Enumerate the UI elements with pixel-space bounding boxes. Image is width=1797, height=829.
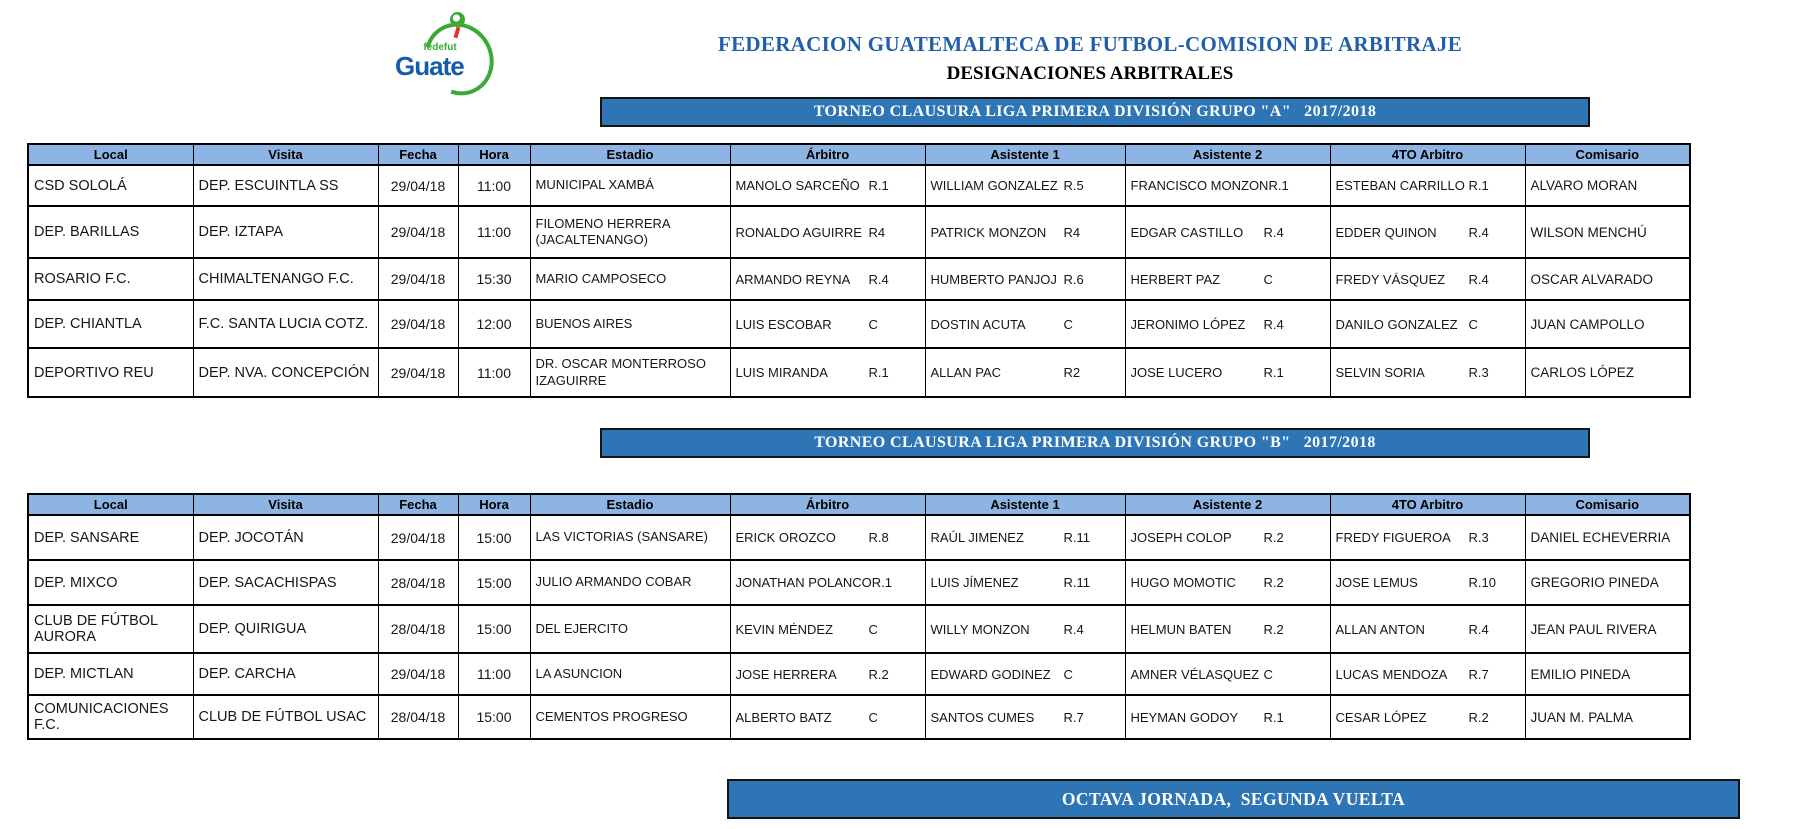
official-category: R.4 [1063, 621, 1084, 637]
column-header-estadio: Estadio [530, 144, 730, 165]
cell-arbitro [730, 515, 925, 560]
cell-asistente1 [925, 348, 1125, 397]
cell-cuarto [1330, 258, 1525, 300]
fedefut-guate-logo [393, 12, 501, 106]
cell-local: DEP. MICTLAN [28, 653, 193, 695]
match-row [28, 560, 1690, 605]
official-name: JOSE LEMUS [1335, 575, 1418, 590]
official-category: R.1 [1263, 709, 1284, 725]
cell-asistente1 [925, 560, 1125, 605]
group-b-table [27, 493, 1691, 740]
cell-estadio: MUNICIPAL XAMBÁ [530, 165, 730, 206]
cell-fecha: 29/04/18 [378, 348, 458, 397]
cell-visita: DEP. QUIRIGUA [193, 605, 378, 653]
official-name: JOSE LUCERO [1130, 365, 1223, 380]
match-row [28, 515, 1690, 560]
official-name: DOSTIN ACUTA [930, 316, 1026, 332]
official-category: R.4 [1468, 224, 1489, 240]
cell-cuarto [1330, 653, 1525, 695]
cell-visita: DEP. JOCOTÁN [193, 515, 378, 560]
group-b-banner: TORNEO CLAUSURA LIGA PRIMERA DIVISIÓN GRUPO "B" 2017/2018 [600, 428, 1590, 458]
official-category: C [1263, 271, 1273, 287]
official-category: R4 [868, 224, 886, 240]
document-title: FEDERACION GUATEMALTECA DE FUTBOL-COMISION DE ARBITRAJE [717, 32, 1463, 56]
official-name: ALLAN ANTON [1335, 621, 1425, 637]
cell-comisario: CARLOS LÓPEZ [1525, 348, 1690, 397]
cell-local: DEP. SANSARE [28, 515, 193, 560]
cell-asistente2 [1125, 653, 1330, 695]
document-subtitle: DESIGNACIONES ARBITRALES [946, 63, 1234, 84]
column-header-local: Local [28, 494, 193, 515]
column-header-cuarto: 4TO Arbitro [1330, 144, 1525, 165]
official-name: WILLIAM GONZALEZ [930, 178, 1058, 193]
match-row [28, 695, 1690, 739]
cell-asistente2 [1125, 605, 1330, 653]
cell-asistente2 [1125, 300, 1330, 348]
cell-hora: 15:00 [458, 515, 530, 560]
official-name: HEYMAN GODOY [1130, 709, 1239, 725]
match-row [28, 653, 1690, 695]
official-name: FREDY FIGUEROA [1335, 530, 1451, 545]
official-category: R.1 [871, 575, 893, 590]
cell-comisario: JEAN PAUL RIVERA [1525, 605, 1690, 653]
official-name: SELVIN SORIA [1335, 365, 1425, 380]
cell-fecha: 29/04/18 [378, 165, 458, 206]
official-category: R.6 [1063, 271, 1084, 287]
official-name: LUIS ESCOBAR [735, 316, 832, 332]
official-category: R.2 [1263, 575, 1284, 590]
cell-estadio: LAS VICTORIAS (SANSARE) [530, 515, 730, 560]
cell-cuarto [1330, 560, 1525, 605]
cell-cuarto [1330, 695, 1525, 739]
cell-local: DEP. MIXCO [28, 560, 193, 605]
official-name: FRANCISCO MONZON [1130, 178, 1269, 193]
official-name: ALBERTO BATZ [735, 709, 832, 725]
official-name: KEVIN MÉNDEZ [735, 621, 834, 637]
cell-estadio: DEL EJERCITO [530, 605, 730, 653]
cell-local: ROSARIO F.C. [28, 258, 193, 300]
cell-comisario: ALVARO MORAN [1525, 165, 1690, 206]
cell-estadio: LA ASUNCION [530, 653, 730, 695]
column-header-local: Local [28, 144, 193, 165]
cell-hora: 15:30 [458, 258, 530, 300]
cell-comisario: OSCAR ALVARADO [1525, 258, 1690, 300]
cell-hora: 11:00 [458, 348, 530, 397]
logo-soccer-ball-icon [450, 12, 465, 27]
cell-asistente2 [1125, 258, 1330, 300]
cell-hora: 11:00 [458, 165, 530, 206]
cell-asistente2 [1125, 348, 1330, 397]
official-name: WILLY MONZON [930, 621, 1030, 637]
official-category: R.1 [1468, 178, 1489, 193]
table-header-row [28, 494, 1690, 515]
official-name: LUIS MIRANDA [735, 365, 828, 380]
official-name: AMNER VÉLASQUEZ [1130, 666, 1260, 682]
official-name: FREDY VÁSQUEZ [1335, 271, 1446, 287]
logo-fedefut-text: fedefut [423, 42, 457, 53]
cell-arbitro [730, 653, 925, 695]
cell-asistente1 [925, 258, 1125, 300]
column-header-hora: Hora [458, 494, 530, 515]
official-name: ESTEBAN CARRILLO [1335, 178, 1465, 193]
cell-local: DEP. CHIANTLA [28, 300, 193, 348]
official-category: R.7 [1063, 709, 1084, 725]
official-name: JONATHAN POLANCO [735, 575, 872, 590]
column-header-asistente2: Asistente 2 [1125, 494, 1330, 515]
official-category: R.7 [1468, 666, 1489, 682]
official-name: PATRICK MONZON [930, 224, 1047, 240]
cell-visita: F.C. SANTA LUCIA COTZ. [193, 300, 378, 348]
official-name: CESAR LÓPEZ [1335, 709, 1427, 725]
cell-asistente2 [1125, 515, 1330, 560]
match-row [28, 605, 1690, 653]
official-category: R.11 [1063, 575, 1090, 590]
official-name: MANOLO SARCEÑO [735, 178, 860, 193]
cell-hora: 15:00 [458, 695, 530, 739]
official-name: RAÚL JIMENEZ [930, 530, 1024, 545]
match-row [28, 206, 1690, 258]
cell-cuarto [1330, 515, 1525, 560]
cell-comisario: JUAN CAMPOLLO [1525, 300, 1690, 348]
column-header-asistente2: Asistente 2 [1125, 144, 1330, 165]
cell-fecha: 29/04/18 [378, 653, 458, 695]
official-name: JERONIMO LÓPEZ [1130, 316, 1246, 332]
cell-comisario: GREGORIO PINEDA [1525, 560, 1690, 605]
cell-local: CSD SOLOLÁ [28, 165, 193, 206]
cell-arbitro [730, 206, 925, 258]
cell-local: DEPORTIVO REU [28, 348, 193, 397]
official-category: R.2 [1263, 621, 1284, 637]
cell-hora: 12:00 [458, 300, 530, 348]
cell-cuarto [1330, 206, 1525, 258]
official-category: R.10 [1468, 575, 1496, 590]
cell-fecha: 28/04/18 [378, 560, 458, 605]
cell-asistente1 [925, 165, 1125, 206]
cell-arbitro [730, 605, 925, 653]
official-category: R4 [1063, 224, 1081, 240]
cell-arbitro [730, 560, 925, 605]
column-header-arbitro: Árbitro [730, 144, 925, 165]
cell-cuarto [1330, 300, 1525, 348]
cell-asistente1 [925, 300, 1125, 348]
official-category: R.3 [1468, 365, 1489, 380]
cell-asistente2 [1125, 695, 1330, 739]
match-row [28, 258, 1690, 300]
cell-estadio: MARIO CAMPOSECO [530, 258, 730, 300]
cell-estadio: JULIO ARMANDO COBAR [530, 560, 730, 605]
cell-visita: DEP. CARCHA [193, 653, 378, 695]
column-header-comisario: Comisario [1525, 144, 1690, 165]
official-category: R.2 [1468, 709, 1489, 725]
cell-comisario: DANIEL ECHEVERRIA [1525, 515, 1690, 560]
official-name: SANTOS CUMES [930, 709, 1035, 725]
cell-fecha: 28/04/18 [378, 695, 458, 739]
column-header-fecha: Fecha [378, 494, 458, 515]
official-category: C [1263, 666, 1273, 682]
official-name: JOSEPH COLOP [1130, 530, 1232, 545]
official-name: EDGAR CASTILLO [1130, 224, 1244, 240]
column-header-visita: Visita [193, 144, 378, 165]
official-category: C [868, 316, 878, 332]
official-name: ALLAN PAC [930, 365, 1002, 380]
cell-fecha: 29/04/18 [378, 206, 458, 258]
cell-estadio: FILOMENO HERRERA (JACALTENANGO) [530, 206, 730, 258]
cell-arbitro [730, 258, 925, 300]
official-name: JOSE HERRERA [735, 666, 837, 682]
cell-visita: CHIMALTENANGO F.C. [193, 258, 378, 300]
official-category: R2 [1063, 365, 1081, 380]
cell-comisario: WILSON MENCHÚ [1525, 206, 1690, 258]
official-category: R.1 [868, 178, 889, 193]
official-category: R.4 [1468, 621, 1489, 637]
cell-visita: CLUB DE FÚTBOL USAC [193, 695, 378, 739]
cell-cuarto [1330, 165, 1525, 206]
official-category: R.3 [1468, 530, 1489, 545]
cell-hora: 15:00 [458, 605, 530, 653]
official-category: C [1063, 316, 1073, 332]
column-header-asistente1: Asistente 1 [925, 494, 1125, 515]
cell-visita: DEP. IZTAPA [193, 206, 378, 258]
cell-hora: 11:00 [458, 206, 530, 258]
cell-arbitro [730, 300, 925, 348]
group-a-table [27, 143, 1691, 398]
match-row [28, 165, 1690, 206]
official-name: DANILO GONZALEZ [1335, 316, 1458, 332]
official-name: LUIS JÍMENEZ [930, 575, 1019, 590]
official-name: ARMANDO REYNA [735, 271, 851, 287]
cell-visita: DEP. NVA. CONCEPCIÓN [193, 348, 378, 397]
official-category: C [868, 621, 878, 637]
cell-cuarto [1330, 348, 1525, 397]
official-name: LUCAS MENDOZA [1335, 666, 1448, 682]
column-header-fecha: Fecha [378, 144, 458, 165]
official-name: HERBERT PAZ [1130, 271, 1221, 287]
column-header-arbitro: Árbitro [730, 494, 925, 515]
official-category: R.5 [1063, 178, 1084, 193]
group-a-banner: TORNEO CLAUSURA LIGA PRIMERA DIVISIÓN GRUPO "A" 2017/2018 [600, 97, 1590, 127]
column-header-visita: Visita [193, 494, 378, 515]
cell-asistente2 [1125, 165, 1330, 206]
cell-asistente1 [925, 695, 1125, 739]
official-category: R.1 [1268, 178, 1289, 193]
logo-guate-text: Guate [395, 51, 464, 81]
cell-local: DEP. BARILLAS [28, 206, 193, 258]
official-name: ERICK OROZCO [735, 530, 836, 545]
cell-local: COMUNICACIONES F.C. [28, 695, 193, 739]
official-category: R.4 [1468, 271, 1489, 287]
cell-cuarto [1330, 605, 1525, 653]
cell-comisario: EMILIO PINEDA [1525, 653, 1690, 695]
cell-asistente2 [1125, 560, 1330, 605]
cell-hora: 11:00 [458, 653, 530, 695]
cell-fecha: 29/04/18 [378, 300, 458, 348]
cell-hora: 15:00 [458, 560, 530, 605]
cell-visita: DEP. SACACHISPAS [193, 560, 378, 605]
official-category: R.11 [1063, 530, 1090, 545]
official-category: R.1 [1263, 365, 1284, 380]
official-category: R.2 [868, 666, 889, 682]
table-header-row [28, 144, 1690, 165]
official-category: C [1468, 316, 1478, 332]
official-category: R.1 [868, 365, 889, 380]
official-name: EDDER QUINON [1335, 224, 1437, 240]
official-category: R.4 [868, 271, 889, 287]
official-name: HUGO MOMOTIC [1130, 575, 1236, 590]
cell-estadio: BUENOS AIRES [530, 300, 730, 348]
match-row [28, 348, 1690, 397]
cell-arbitro [730, 695, 925, 739]
official-category: C [1063, 666, 1073, 682]
official-name: RONALDO AGUIRRE [735, 224, 862, 240]
cell-asistente2 [1125, 206, 1330, 258]
cell-estadio: DR. OSCAR MONTERROSO IZAGUIRRE [530, 348, 730, 397]
official-name: EDWARD GODINEZ [930, 666, 1051, 682]
jornada-banner: OCTAVA JORNADA, SEGUNDA VUELTA [727, 779, 1740, 819]
column-header-cuarto: 4TO Arbitro [1330, 494, 1525, 515]
cell-asistente1 [925, 653, 1125, 695]
official-category: R.4 [1263, 316, 1284, 332]
cell-arbitro [730, 165, 925, 206]
cell-asistente1 [925, 515, 1125, 560]
column-header-estadio: Estadio [530, 494, 730, 515]
cell-local: CLUB DE FÚTBOL AURORA [28, 605, 193, 653]
official-category: R.4 [1263, 224, 1284, 240]
cell-estadio: CEMENTOS PROGRESO [530, 695, 730, 739]
cell-comisario: JUAN M. PALMA [1525, 695, 1690, 739]
column-header-hora: Hora [458, 144, 530, 165]
official-category: C [868, 709, 878, 725]
cell-visita: DEP. ESCUINTLA SS [193, 165, 378, 206]
cell-fecha: 29/04/18 [378, 515, 458, 560]
cell-asistente1 [925, 605, 1125, 653]
official-name: HUMBERTO PANJOJ [930, 271, 1057, 287]
cell-asistente1 [925, 206, 1125, 258]
cell-fecha: 29/04/18 [378, 258, 458, 300]
official-category: R.8 [868, 530, 889, 545]
cell-fecha: 28/04/18 [378, 605, 458, 653]
official-name: HELMUN BATEN [1130, 621, 1232, 637]
match-row [28, 300, 1690, 348]
column-header-asistente1: Asistente 1 [925, 144, 1125, 165]
column-header-comisario: Comisario [1525, 494, 1690, 515]
cell-arbitro [730, 348, 925, 397]
official-category: R.2 [1263, 530, 1284, 545]
